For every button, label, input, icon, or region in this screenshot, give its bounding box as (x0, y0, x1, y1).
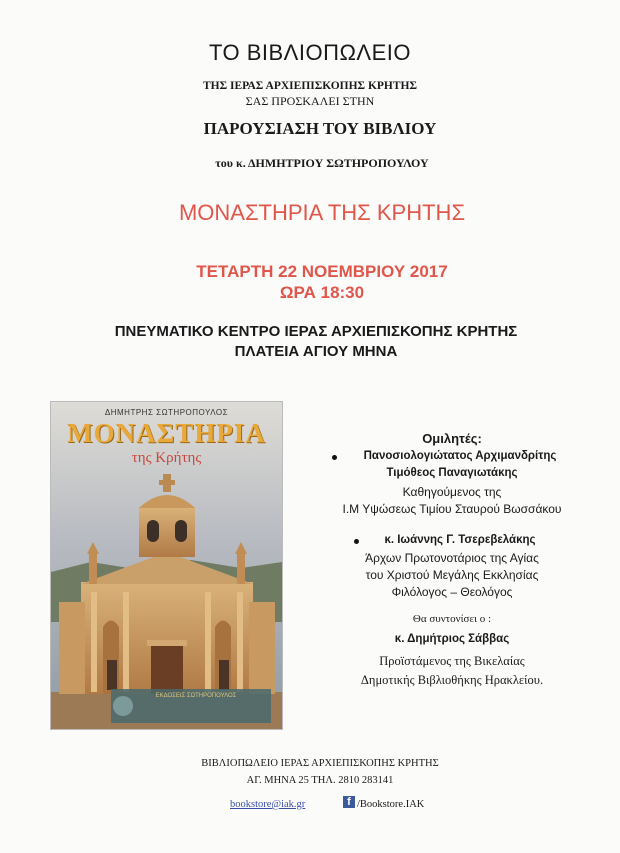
speaker1-name: Τιμόθεος Παναγιωτάκης (386, 467, 518, 479)
book-cover-image (50, 401, 283, 730)
presentation-heading: ΠΑΡΟΥΣΙΑΣΗ ΤΟΥ ΒΙΒΛΙΟΥ (203, 119, 437, 138)
cover-subtitle: της Κρήτης (131, 450, 202, 466)
book-title: ΜΟΝΑΣΤΗΡΙΑ ΤΗΣ ΚΡΗΤΗΣ (178, 200, 466, 225)
author-line: του κ. ΔΗΜΗΤΡΙΟΥ ΣΩΤΗΡΟΠΟΥΛΟΥ (215, 156, 429, 170)
speaker2-role-2: του Χριστού Μεγάλης Εκκλησίας (365, 568, 539, 582)
page-subtitle: ΤΗΣ ΙΕΡΑΣ ΑΡΧΙΕΠΙΣΚΟΠΗΣ ΚΡΗΤΗΣ (202, 80, 417, 92)
venue-line-1: ΠΝΕΥΜΑΤΙΚΟ ΚΕΝΤΡΟ ΙΕΡΑΣ ΑΡΧΙΕΠΙΣΚΟΠΗΣ ΚΡΗΤΗΣ (114, 323, 518, 340)
coordinator-role-1: Προϊστάμενος της Βικελαίας (379, 654, 525, 668)
event-date: ΤΕΤΑΡΤΗ 22 ΝΟΕΜΒΡΙΟΥ 2017 (196, 262, 448, 281)
coordinator-role-2: Δημοτικής Βιβλιοθήκης Ηρακλείου. (360, 673, 544, 687)
event-time: ΩΡΑ 18:30 (279, 283, 365, 302)
speaker1-title: Πανοσιολογιώτατος Αρχιμανδρίτης (363, 450, 557, 462)
speaker2-name: κ. Ιωάννης Γ. Τσερεβελάκης (384, 534, 536, 546)
cover-title: ΜΟΝΑΣΤΗΡΙΑ (67, 418, 266, 448)
facebook-icon[interactable]: f (343, 796, 355, 808)
coordinator-intro: Θα συντονίσει ο : (412, 613, 492, 625)
email-link[interactable]: bookstore@iak.gr (230, 799, 306, 810)
facebook-link[interactable]: /Bookstore.IAK (357, 799, 425, 810)
speakers-heading: Ομιλητές: (422, 431, 482, 446)
speaker2-role-1: Άρχων Πρωτονοτάριος της Αγίας (365, 551, 539, 565)
footer-organization: ΒΙΒΛΙΟΠΩΛΕΙΟ ΙΕΡΑΣ ΑΡΧΙΕΠΙΣΚΟΠΗΣ ΚΡΗΤΗΣ (201, 758, 439, 769)
speaker1-role-1: Καθηγούμενος της (402, 485, 502, 499)
coordinator-name: κ. Δημήτριος Σάββας (394, 633, 510, 645)
venue-line-2: ΠΛΑΤΕΙΑ ΑΓΙΟΥ ΜΗΝΑ (234, 343, 398, 360)
cover-publisher: ΕΚΔΟΣΕΙΣ ΣΩΤΗΡΟΠΟΥΛΟΣ (155, 693, 237, 699)
speaker1-role-2: Ι.Μ Υψώσεως Τιμίου Σταυρού Βωσσάκου (342, 502, 562, 516)
invite-line: ΣΑΣ ΠΡΟΣΚΑΛΕΙ ΣΤΗΝ (245, 94, 375, 108)
page-title: ΤΟ ΒΙΒΛΙΟΠΩΛΕΙΟ (208, 40, 412, 65)
footer-address: ΑΓ. ΜΗΝΑ 25 ΤΗΛ. 2810 283141 (246, 775, 394, 786)
speaker2-role-3: Φιλόλογος – Θεολόγος (391, 585, 513, 599)
cover-author: ΔΗΜΗΤΡΗΣ ΣΩΤΗΡΟΠΟΥΛΟΣ (104, 408, 229, 417)
